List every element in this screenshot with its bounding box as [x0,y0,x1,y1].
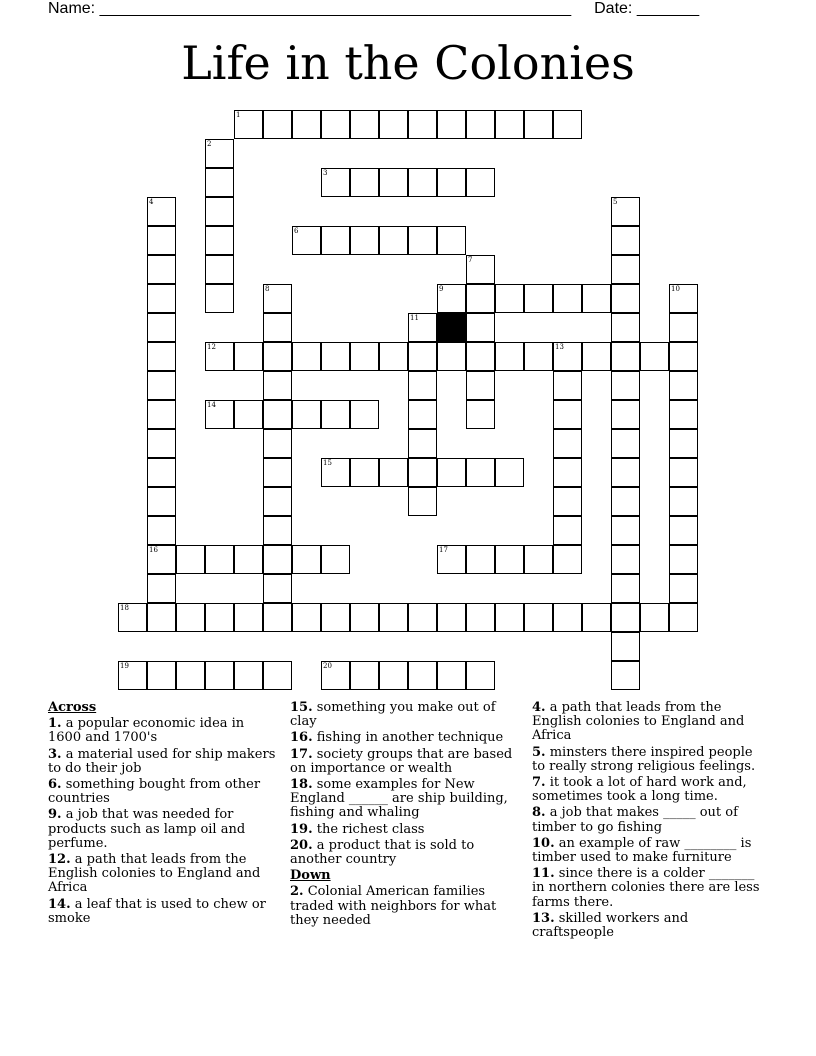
grid-cell[interactable] [582,603,611,632]
grid-cell[interactable] [205,255,234,284]
date-label: Date: [594,0,633,17]
grid-cell[interactable] [437,226,466,255]
grid-cell[interactable] [466,313,495,342]
grid-cell[interactable] [495,545,524,574]
across-clue-list-continued [290,701,526,867]
grid-cell[interactable] [553,110,582,139]
clue [532,912,768,940]
grid-cell[interactable] [669,284,698,313]
grid-cell[interactable] [669,574,698,603]
grid-cell[interactable] [350,603,379,632]
name-label: Name: [48,0,96,17]
grid-cell[interactable] [379,226,408,255]
grid-cell[interactable] [408,429,437,458]
clues-column-3 [532,701,768,942]
grid-cell[interactable] [234,545,263,574]
grid-cell[interactable] [147,400,176,429]
grid-cell[interactable] [263,342,292,371]
grid-cell[interactable] [437,342,466,371]
clue-number: 19 [120,662,129,670]
clue-number: 7. [532,775,546,791]
clue [532,746,768,774]
grid-cell[interactable] [321,110,350,139]
header [48,0,748,20]
grid-cell[interactable] [495,342,524,371]
clue-number: 20 [323,662,332,670]
grid-cell[interactable] [350,661,379,690]
grid-cell[interactable] [263,110,292,139]
grid-cell[interactable] [495,284,524,313]
grid-cell[interactable] [263,661,292,690]
clue-text: a job that was needed for products such as lamp oil and perfume. [48,807,246,851]
grid-cell[interactable] [263,371,292,400]
grid-cell[interactable] [350,168,379,197]
grid-cell[interactable] [553,603,582,632]
clue-number: 3. [48,746,62,762]
grid-cell[interactable] [263,574,292,603]
grid-cell[interactable] [611,661,640,690]
clue-number: 20. [290,837,313,853]
clue-text: fishing in another technique [316,730,504,746]
grid-cell[interactable] [553,371,582,400]
grid-cell[interactable] [669,458,698,487]
grid-cell[interactable] [205,342,234,371]
down-clue-list [290,885,526,928]
grid-cell[interactable] [147,516,176,545]
clue-number: 6. [48,777,62,793]
clue-number: 8. [532,805,546,821]
grid-cell[interactable] [205,226,234,255]
clues-column-2 [290,701,526,930]
grid-cell[interactable] [524,342,553,371]
clue [290,731,526,745]
grid-cell[interactable] [582,284,611,313]
grid-cell[interactable] [263,545,292,574]
grid-cell[interactable] [350,458,379,487]
clue [48,808,276,851]
clue [48,853,276,896]
clue-text: it took a lot of hard work and, sometimes took a long time. [532,775,747,805]
clue-number: 11 [410,314,419,322]
clue-number: 13 [555,343,564,351]
grid-cell[interactable] [611,342,640,371]
clue [290,701,526,729]
grid-cell[interactable] [379,110,408,139]
clue-number: 6 [294,227,299,235]
grid-cell[interactable] [437,661,466,690]
grid-cell[interactable] [379,458,408,487]
grid-cell[interactable] [118,603,147,632]
grid-cell[interactable] [611,284,640,313]
grid-cell[interactable] [176,661,205,690]
clue-text: some examples for New England ______ are ship building, fishing and whaling [290,777,508,821]
grid-cell[interactable] [669,313,698,342]
grid-cell[interactable] [437,545,466,574]
clue [290,885,526,928]
grid-cell[interactable] [437,284,466,313]
grid-cell[interactable] [466,603,495,632]
clue-text: a leaf that is used to chew or smoke [48,896,266,926]
grid-cell[interactable] [350,342,379,371]
grid-cell[interactable] [147,603,176,632]
grid-cell[interactable] [611,603,640,632]
grid-cell[interactable] [611,313,640,342]
grid-cell[interactable] [205,603,234,632]
grid-cell[interactable] [611,429,640,458]
grid-cell[interactable] [379,168,408,197]
grid-cell[interactable] [553,487,582,516]
grid-cell[interactable] [553,458,582,487]
grid-cell[interactable] [466,400,495,429]
grid-cell[interactable] [495,458,524,487]
down-header: Down [290,868,331,884]
clue-number: 4. [532,700,546,715]
grid-cell[interactable] [466,545,495,574]
grid-cell[interactable] [147,313,176,342]
clue [290,823,526,837]
grid-cell[interactable] [321,168,350,197]
clue-number: 4 [149,198,154,206]
grid-cell[interactable] [321,661,350,690]
clues-column-1 [48,701,276,928]
grid-cell[interactable] [321,400,350,429]
grid-cell[interactable] [553,545,582,574]
grid-cell[interactable] [408,313,437,342]
grid-cell[interactable] [321,226,350,255]
grid-cell[interactable] [408,342,437,371]
clue-number: 10 [671,285,680,293]
grid-cell[interactable] [205,545,234,574]
grid-cell[interactable] [234,342,263,371]
grid-cell[interactable] [263,313,292,342]
grid-cell[interactable] [669,603,698,632]
grid-cell[interactable] [408,110,437,139]
grid-cell[interactable] [147,661,176,690]
grid-cell[interactable] [292,545,321,574]
grid-cell[interactable] [408,487,437,516]
clue-text: minsters there inspired people to really strong religious feelings. [532,744,756,774]
clue-number: 18 [120,604,129,612]
clue-text: the richest class [316,821,425,837]
grid-cell[interactable] [553,284,582,313]
grid-cell[interactable] [147,545,176,574]
grid-cell[interactable] [437,110,466,139]
grid-cell[interactable] [524,545,553,574]
grid-cell[interactable] [611,197,640,226]
grid-cell[interactable] [611,371,640,400]
grid-cell[interactable] [611,545,640,574]
grid-cell[interactable] [408,661,437,690]
date-blank[interactable]: _______ [636,0,700,17]
clue [532,867,768,910]
clue-number: 17. [290,746,313,762]
clue [532,806,768,834]
grid-cell[interactable] [263,284,292,313]
clue-number: 16 [149,546,158,554]
clue-number: 11. [532,866,555,882]
grid-cell[interactable] [408,226,437,255]
grid-cell[interactable] [292,400,321,429]
grid-cell[interactable] [147,458,176,487]
grid-cell[interactable] [292,603,321,632]
grid-cell[interactable] [437,458,466,487]
clue-text: skilled workers and craftspeople [532,910,689,941]
grid-cell[interactable] [524,110,553,139]
grid-cell[interactable] [640,603,669,632]
page-title: Life in the Colonies [181,36,635,90]
grid-cell[interactable] [408,168,437,197]
clue-number: 15. [290,700,313,715]
grid-cell[interactable] [147,371,176,400]
grid-cell[interactable] [669,400,698,429]
clue-number: 8 [265,285,270,293]
grid-cell[interactable] [611,574,640,603]
grid-cell[interactable] [321,603,350,632]
clue-number: 7 [468,256,473,264]
grid-cell[interactable] [263,458,292,487]
grid-cell[interactable] [553,516,582,545]
clue [532,776,768,804]
grid-cell[interactable] [350,400,379,429]
clue-text: a material used for ship makers to do their job [48,746,276,776]
grid-cell[interactable] [263,400,292,429]
clue-text: a popular economic idea in 1600 and 1700's [48,716,245,746]
clue-number: 2 [207,140,212,148]
clue [290,778,526,821]
grid-cell[interactable] [669,516,698,545]
clue-number: 3 [323,169,328,177]
clue-number: 17 [439,546,448,554]
grid-cell[interactable] [466,661,495,690]
clue-number: 12. [48,852,71,868]
grid-cell[interactable] [669,429,698,458]
clue-number: 5 [613,198,618,206]
grid-cell[interactable] [553,342,582,371]
clue-text: society groups that are based on importance or wealth [290,746,513,776]
grid-cell[interactable] [524,284,553,313]
across-header: Across [48,700,97,715]
grid-cell[interactable] [408,458,437,487]
clue [48,778,276,806]
grid-cell[interactable] [640,342,669,371]
grid-cell[interactable] [379,661,408,690]
grid-cell[interactable] [408,603,437,632]
grid-cell[interactable] [611,516,640,545]
clue-text: something bought from other countries [48,777,261,807]
clue-number: 19. [290,821,313,837]
grid-cell[interactable] [669,371,698,400]
grid-cell[interactable] [669,545,698,574]
grid-cell[interactable] [205,661,234,690]
clue [48,748,276,776]
clue-number: 2. [290,884,304,900]
grid-cell[interactable] [466,342,495,371]
grid-cell[interactable] [466,458,495,487]
grid-cell[interactable] [234,110,263,139]
clue-text: something you make out of clay [290,700,496,730]
grid-cell[interactable] [321,458,350,487]
down-clue-list-continued [532,701,768,940]
grid-cell[interactable] [553,429,582,458]
grid-cell[interactable] [321,342,350,371]
grid-cell[interactable] [118,661,147,690]
grid-cell[interactable] [147,255,176,284]
grid-cell[interactable] [611,226,640,255]
grid-cell[interactable] [176,545,205,574]
clue-text: an example of raw ________ is timber used to make furniture [532,835,752,866]
grid-cell[interactable] [379,342,408,371]
grid-cell[interactable] [611,487,640,516]
grid-cell[interactable] [611,400,640,429]
grid-cell[interactable] [379,603,408,632]
clue [290,748,526,776]
clue-number: 13. [532,910,555,926]
grid-cell[interactable] [234,400,263,429]
grid-cell[interactable] [292,110,321,139]
clue-number: 9. [48,807,62,823]
grid-cell[interactable] [147,574,176,603]
grid-cell[interactable] [553,400,582,429]
grid-cell[interactable] [234,603,263,632]
clue-number: 12 [207,343,216,351]
clue-number: 14 [207,401,216,409]
grid-cell[interactable] [205,168,234,197]
grid-cell[interactable] [147,429,176,458]
clue-number: 16. [290,730,313,746]
grid-cell[interactable] [611,255,640,284]
grid-cell[interactable] [669,487,698,516]
grid-cell[interactable] [669,342,698,371]
clue [532,837,768,865]
grid-cell[interactable] [292,226,321,255]
name-blank[interactable]: _____________________________________________________ [99,0,572,17]
clue-number: 14. [48,896,71,912]
grid-cell[interactable] [350,226,379,255]
across-clue-list [48,717,276,926]
clue-text: a job that makes _____ out of timber to go fishing [532,805,738,835]
clue-number: 10. [532,835,555,851]
grid-cell[interactable] [147,342,176,371]
clue-number: 5. [532,744,546,760]
black-cell [437,313,466,342]
grid-cell[interactable] [350,110,379,139]
clue-number: 1. [48,716,62,732]
grid-cell[interactable] [582,342,611,371]
grid-cell[interactable] [437,603,466,632]
grid-cell[interactable] [437,168,466,197]
grid-cell[interactable] [263,429,292,458]
grid-cell[interactable] [147,226,176,255]
grid-cell[interactable] [466,168,495,197]
clue-text: a product that is sold to another country [290,837,475,868]
grid-cell[interactable] [466,371,495,400]
grid-cell[interactable] [611,632,640,661]
clue [290,839,526,867]
grid-cell[interactable] [147,284,176,313]
grid-cell[interactable] [495,603,524,632]
grid-cell[interactable] [495,110,524,139]
grid-cell[interactable] [205,284,234,313]
clue-text: Colonial American families traded with neighbors for what they needed [290,884,497,928]
grid-cell[interactable] [466,284,495,313]
grid-cell[interactable] [408,371,437,400]
grid-cell[interactable] [292,342,321,371]
clue-number: 18. [290,777,313,793]
clue-text: a path that leads from the English colonies to England and Africa [532,700,745,744]
grid-cell[interactable] [321,545,350,574]
grid-cell[interactable] [466,255,495,284]
grid-cell[interactable] [611,458,640,487]
clue-text: since there is a colder _______ in northern colonies there are less farms there. [532,866,760,910]
grid-cell[interactable] [466,110,495,139]
grid-cell[interactable] [263,603,292,632]
clue-number: 9 [439,285,444,293]
grid-cell[interactable] [147,487,176,516]
clue-number: 15 [323,459,332,467]
grid-cell[interactable] [205,197,234,226]
grid-cell[interactable] [408,400,437,429]
grid-cell[interactable] [205,400,234,429]
grid-cell[interactable] [147,197,176,226]
grid-cell[interactable] [263,487,292,516]
clue [48,898,276,926]
grid-cell[interactable] [524,603,553,632]
grid-cell[interactable] [234,661,263,690]
grid-cell[interactable] [263,516,292,545]
clue [532,701,768,744]
grid-cell[interactable] [176,603,205,632]
clue-text: a path that leads from the English colonies to England and Africa [48,852,261,896]
clue-number: 1 [236,111,241,119]
grid-cell[interactable] [205,139,234,168]
clue [48,717,276,745]
